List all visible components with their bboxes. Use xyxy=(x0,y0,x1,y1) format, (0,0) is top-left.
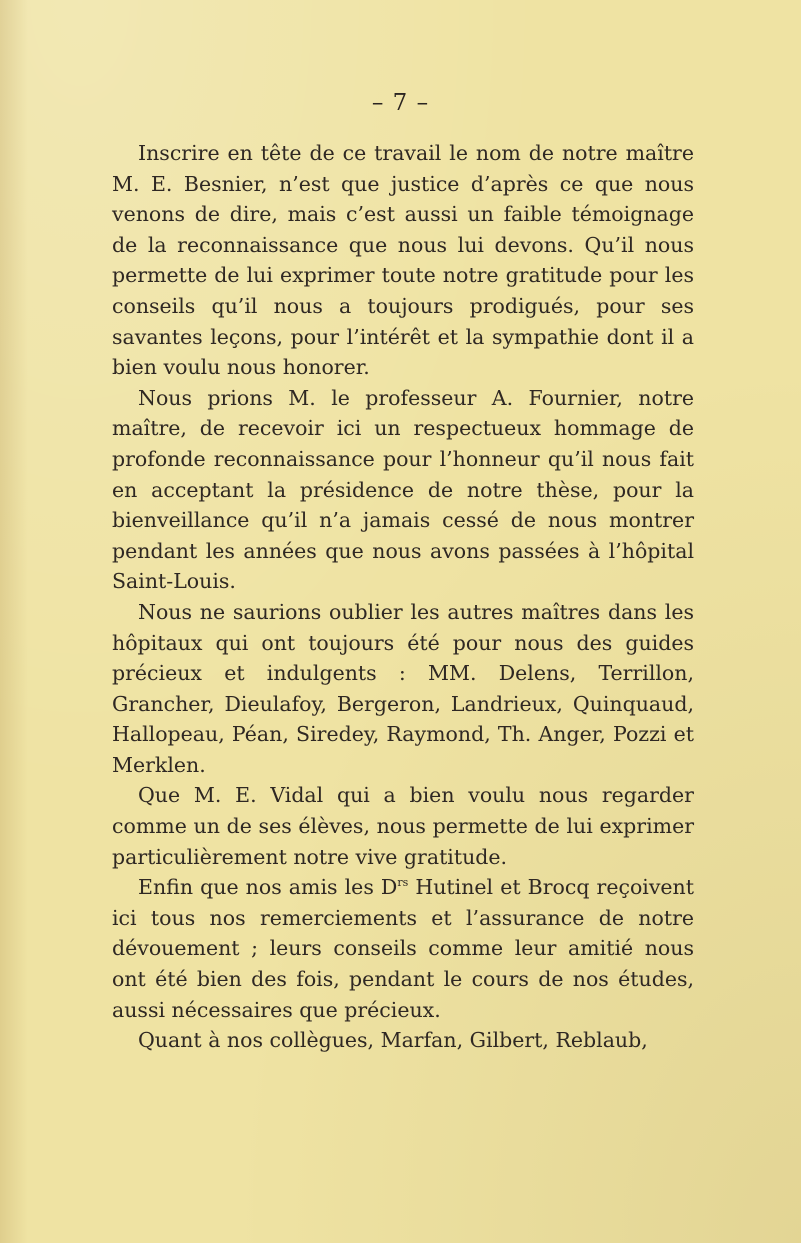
paragraph-friends-before: Enfin que nos amis les D xyxy=(138,875,398,900)
paragraph-other-masters: Nous ne saurions oublier les autres maîtres dans les hôpitaux qui ont toujours été pour nous des guides précieux et indulgents : MM. Delens, Terrillon, Grancher, Dieulafoy, Bergeron, Landrieux, Quinquaud, Hallopeau, Péan, Siredey, Raymond, Th. Anger, Pozzi et Merklen. xyxy=(112,599,694,777)
doctors-superscript: rs xyxy=(397,876,409,890)
paragraph-friends xyxy=(112,872,694,1025)
paragraph-dedication-fournier: Nous prions M. le professeur A. Fournier, notre maître, de recevoir ici un respectueux hommage de profonde reconnaissance pour l’honneur qu’il nous fait en acceptant la présidence de notre thèse, pour la bienveillance qu’il n’a jamais cessé de nous montrer pendant les années que nous avons passées à l’hôpital Saint-Louis. xyxy=(112,385,694,594)
page-spine-shadow xyxy=(0,0,28,1243)
paragraph-dedication-besnier: Inscrire en tête de ce travail le nom de notre maître M. E. Besnier, n’est que justice d’après ce que nous venons de dire, mais c’est aussi un faible témoignage de la reconnaissance que nous lui devons. Qu’il nous permette de lui exprimer toute notre gratitude pour les conseils qu’il nous a toujours prodigués, pour ses savantes leçons, pour l’intérêt et la sympathie dont il a bien voulu nous honorer. xyxy=(112,141,694,380)
paragraph-friends-after: Hutinel et Brocq reçoivent ici tous nos remerciements et l’assurance de notre dévouement ; leurs conseils comme leur amitié nous ont été bien des fois, pendant le cours de nos études, aussi nécessaires que précieux. xyxy=(112,875,694,1022)
paragraph-vidal: Que M. E. Vidal qui a bien voulu nous regarder comme un de ses élèves, nous permette de lui exprimer particulièrement notre vive gratitude. xyxy=(112,783,694,869)
page-number: – 7 – xyxy=(371,90,430,116)
paragraph-colleagues: Quant à nos collègues, Marfan, Gilbert, Reblaub, xyxy=(138,1028,648,1053)
body-text xyxy=(112,138,694,1056)
